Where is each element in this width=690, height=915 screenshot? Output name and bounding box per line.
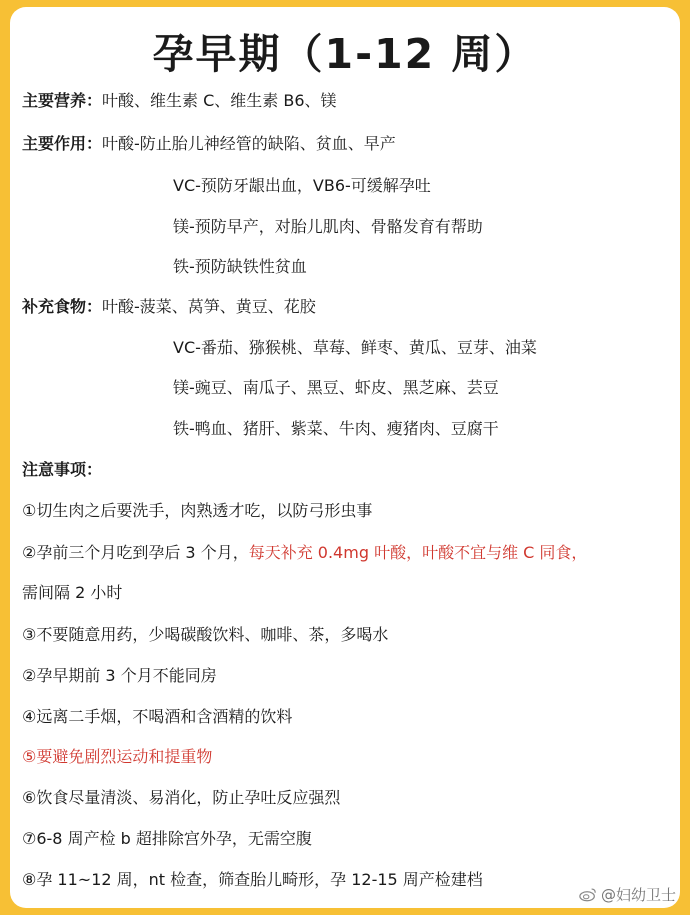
note-item-highlight: ⑤要避免剧烈运动和提重物 — [22, 747, 213, 766]
page-title: 孕早期（1-12 周） — [152, 30, 538, 78]
foods-row — [22, 296, 316, 318]
nutrition-text: 叶酸、维生素 C、维生素 B6、镁 — [102, 91, 337, 110]
effects-item: 镁-预防早产，对胎儿肌肉、骨骼发育有帮助 — [173, 217, 483, 236]
foods-item: VC-番茄、猕猴桃、草莓、鲜枣、黄瓜、豆芽、油菜 — [173, 338, 537, 357]
foods-item: 镁-豌豆、南瓜子、黑豆、虾皮、黑芝麻、芸豆 — [173, 378, 499, 397]
note-highlight: 每天补充 0.4mg 叶酸，叶酸不宜与维 C 同食， — [248, 543, 588, 562]
note-item: ③不要随意用药，少喝碳酸饮料、咖啡、茶，多喝水 — [22, 625, 389, 644]
foods-item: 叶酸-菠菜、莴笋、黄豆、花胶 — [102, 297, 316, 316]
note-item — [22, 542, 587, 564]
note-item: ⑥饮食尽量清淡、易消化，防止孕吐反应强烈 — [22, 788, 341, 807]
effects-item: 铁-预防缺铁性贫血 — [173, 257, 307, 276]
effects-label: 主要作用： — [22, 134, 103, 153]
watermark — [579, 884, 676, 905]
nutrition-row — [22, 90, 337, 112]
note-item: ④远离二手烟，不喝酒和含酒精的饮料 — [22, 707, 293, 726]
weibo-icon — [579, 887, 597, 902]
note-item: ⑧孕 11~12 周，nt 检查，筛查胎儿畸形，孕 12-15 周产检建档 — [22, 870, 483, 889]
foods-label: 补充食物： — [22, 297, 103, 316]
note-item: ②孕早期前 3 个月不能同房 — [22, 666, 217, 685]
note-item: ⑦6-8 周产检 b 超排除宫外孕，无需空腹 — [22, 829, 312, 848]
content-card — [10, 7, 680, 908]
effects-item: VC-预防牙龈出血，VB6-可缓解孕吐 — [173, 176, 431, 195]
watermark-text: @妇幼卫士 — [600, 886, 676, 904]
effects-row — [22, 133, 396, 155]
foods-item: 铁-鸭血、猪肝、紫菜、牛肉、瘦猪肉、豆腐干 — [173, 419, 499, 438]
note-item-continued: 需间隔 2 小时 — [22, 583, 123, 602]
effects-item: 叶酸-防止胎儿神经管的缺陷、贫血、早产 — [102, 134, 396, 153]
nutrition-label: 主要营养： — [22, 91, 103, 110]
notes-label: 注意事项： — [22, 460, 103, 479]
note-item-text: ②孕前三个月吃到孕后 3 个月， — [22, 543, 249, 562]
note-item: ①切生肉之后要洗手，肉熟透才吃，以防弓形虫事 — [22, 501, 373, 520]
